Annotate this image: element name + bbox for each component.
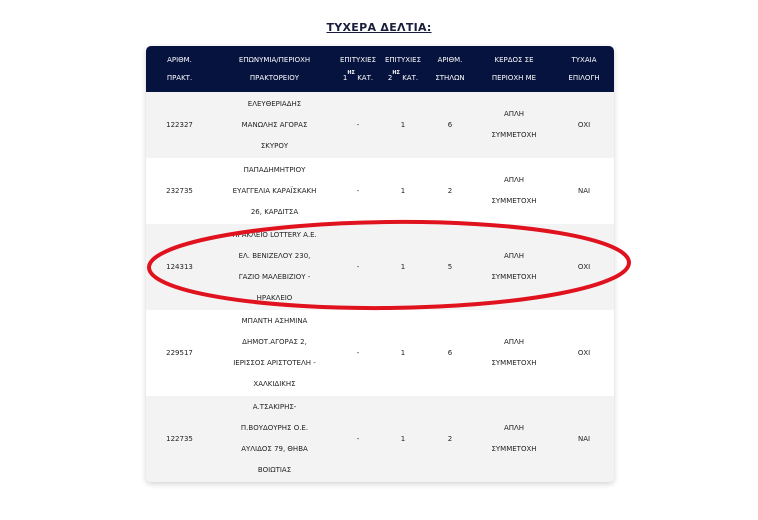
results-table xyxy=(146,46,614,482)
random-pick: ΟΧΙ xyxy=(554,224,614,310)
random-pick: ΝΑΙ xyxy=(554,158,614,224)
agent-number: 122735 xyxy=(146,396,213,482)
columns-count: 6 xyxy=(426,92,474,158)
agent-name: ΜΠΑΝΤΗ ΑΣΗΜΙΝΑ ΔΗΜΟΤ.ΑΓΟΡΑΣ 2, ΙΕΡΙΣΣΟΣ ΑΡΙΣΤΟΤΕΛΗ - ΧΑΛΚΙΔΙΚΗΣ xyxy=(213,310,336,396)
random-pick: ΟΧΙ xyxy=(554,310,614,396)
table-row xyxy=(146,310,614,396)
columns-count: 2 xyxy=(426,158,474,224)
winnings-area: ΑΠΛΗ ΣΥΜΜΕΤΟΧΗ xyxy=(474,310,554,396)
table-header-row xyxy=(146,46,614,92)
header-agent-number: ΑΡΙΘΜ. ΠΡΑΚΤ. xyxy=(146,46,213,92)
first-category-wins: - xyxy=(336,396,380,482)
winnings-area: ΑΠΛΗ ΣΥΜΜΕΤΟΧΗ xyxy=(474,224,554,310)
second-category-wins: 1 xyxy=(380,396,426,482)
agent-number: 122327 xyxy=(146,92,213,158)
table-row xyxy=(146,92,614,158)
agent-name: ΠΑΠΑΔΗΜΗΤΡΙΟΥ ΕΥΑΓΓΕΛΙΑ ΚΑΡΑΪΣΚΑΚΗ 26, ΚΑΡΔΙΤΣΑ xyxy=(213,158,336,224)
columns-count: 2 xyxy=(426,396,474,482)
header-first-category: ΕΠΙΤΥΧΙΕΣ $1^{H\Sigma}$ ΚΑΤ. xyxy=(336,46,380,92)
agent-name: ΕΛΕΥΘΕΡΙΑΔΗΣ ΜΑΝΩΛΗΣ ΑΓΟΡΑΣ ΣΚΥΡΟΥ xyxy=(213,92,336,158)
columns-count: 5 xyxy=(426,224,474,310)
header-agent-name: ΕΠΩΝΥΜΙΑ/ΠΕΡΙΟΧΗ ΠΡΑΚΤΟΡΕΙΟΥ xyxy=(213,46,336,92)
agent-name: ΗΡΑΚΛΕΙΟ LOTTERY Α.Ε. ΕΛ. ΒΕΝΙΖΕΛΟΥ 230, ΓΑΖΙΟ ΜΑΛΕΒΙΖΙΟΥ - ΗΡΑΚΛΕΙΟ xyxy=(213,224,336,310)
first-category-wins: - xyxy=(336,92,380,158)
first-category-wins: - xyxy=(336,224,380,310)
random-pick: ΟΧΙ xyxy=(554,92,614,158)
agent-number: 229517 xyxy=(146,310,213,396)
header-random-pick: ΤΥΧΑΙΑ ΕΠΙΛΟΓΗ xyxy=(554,46,614,92)
winnings-area: ΑΠΛΗ ΣΥΜΜΕΤΟΧΗ xyxy=(474,158,554,224)
winnings-area: ΑΠΛΗ ΣΥΜΜΕΤΟΧΗ xyxy=(474,396,554,482)
agent-number: 124313 xyxy=(146,224,213,310)
page-title: ΤΥΧΕΡΑ ΔΕΛΤΙΑ: xyxy=(326,21,432,34)
random-pick: ΝΑΙ xyxy=(554,396,614,482)
second-category-wins: 1 xyxy=(380,310,426,396)
agent-name: Α.ΤΣΑΚΙΡΗΣ- Π.ΒΟΥΔΟΥΡΗΣ Ο.Ε. ΑΥΛΙΔΟΣ 79, ΘΗΒΑ ΒΟΙΩΤΙΑΣ xyxy=(213,396,336,482)
first-category-wins: - xyxy=(336,158,380,224)
header-second-category: ΕΠΙΤΥΧΙΕΣ $2^{H\Sigma}$ ΚΑΤ. xyxy=(380,46,426,92)
table-row xyxy=(146,396,614,482)
columns-count: 6 xyxy=(426,310,474,396)
second-category-wins: 1 xyxy=(380,158,426,224)
winning-tickets-table xyxy=(146,46,614,482)
header-columns: ΑΡΙΘΜ. ΣΤΗΛΩΝ xyxy=(426,46,474,92)
second-category-wins: 1 xyxy=(380,92,426,158)
table-row-highlighted xyxy=(146,224,614,310)
table-row xyxy=(146,158,614,224)
winnings-area: ΑΠΛΗ ΣΥΜΜΕΤΟΧΗ xyxy=(474,92,554,158)
agent-number: 232735 xyxy=(146,158,213,224)
header-winnings: ΚΕΡΔΟΣ ΣΕ ΠΕΡΙΟΧΗ ΜΕ xyxy=(474,46,554,92)
first-category-wins: - xyxy=(336,310,380,396)
second-category-wins: 1 xyxy=(380,224,426,310)
